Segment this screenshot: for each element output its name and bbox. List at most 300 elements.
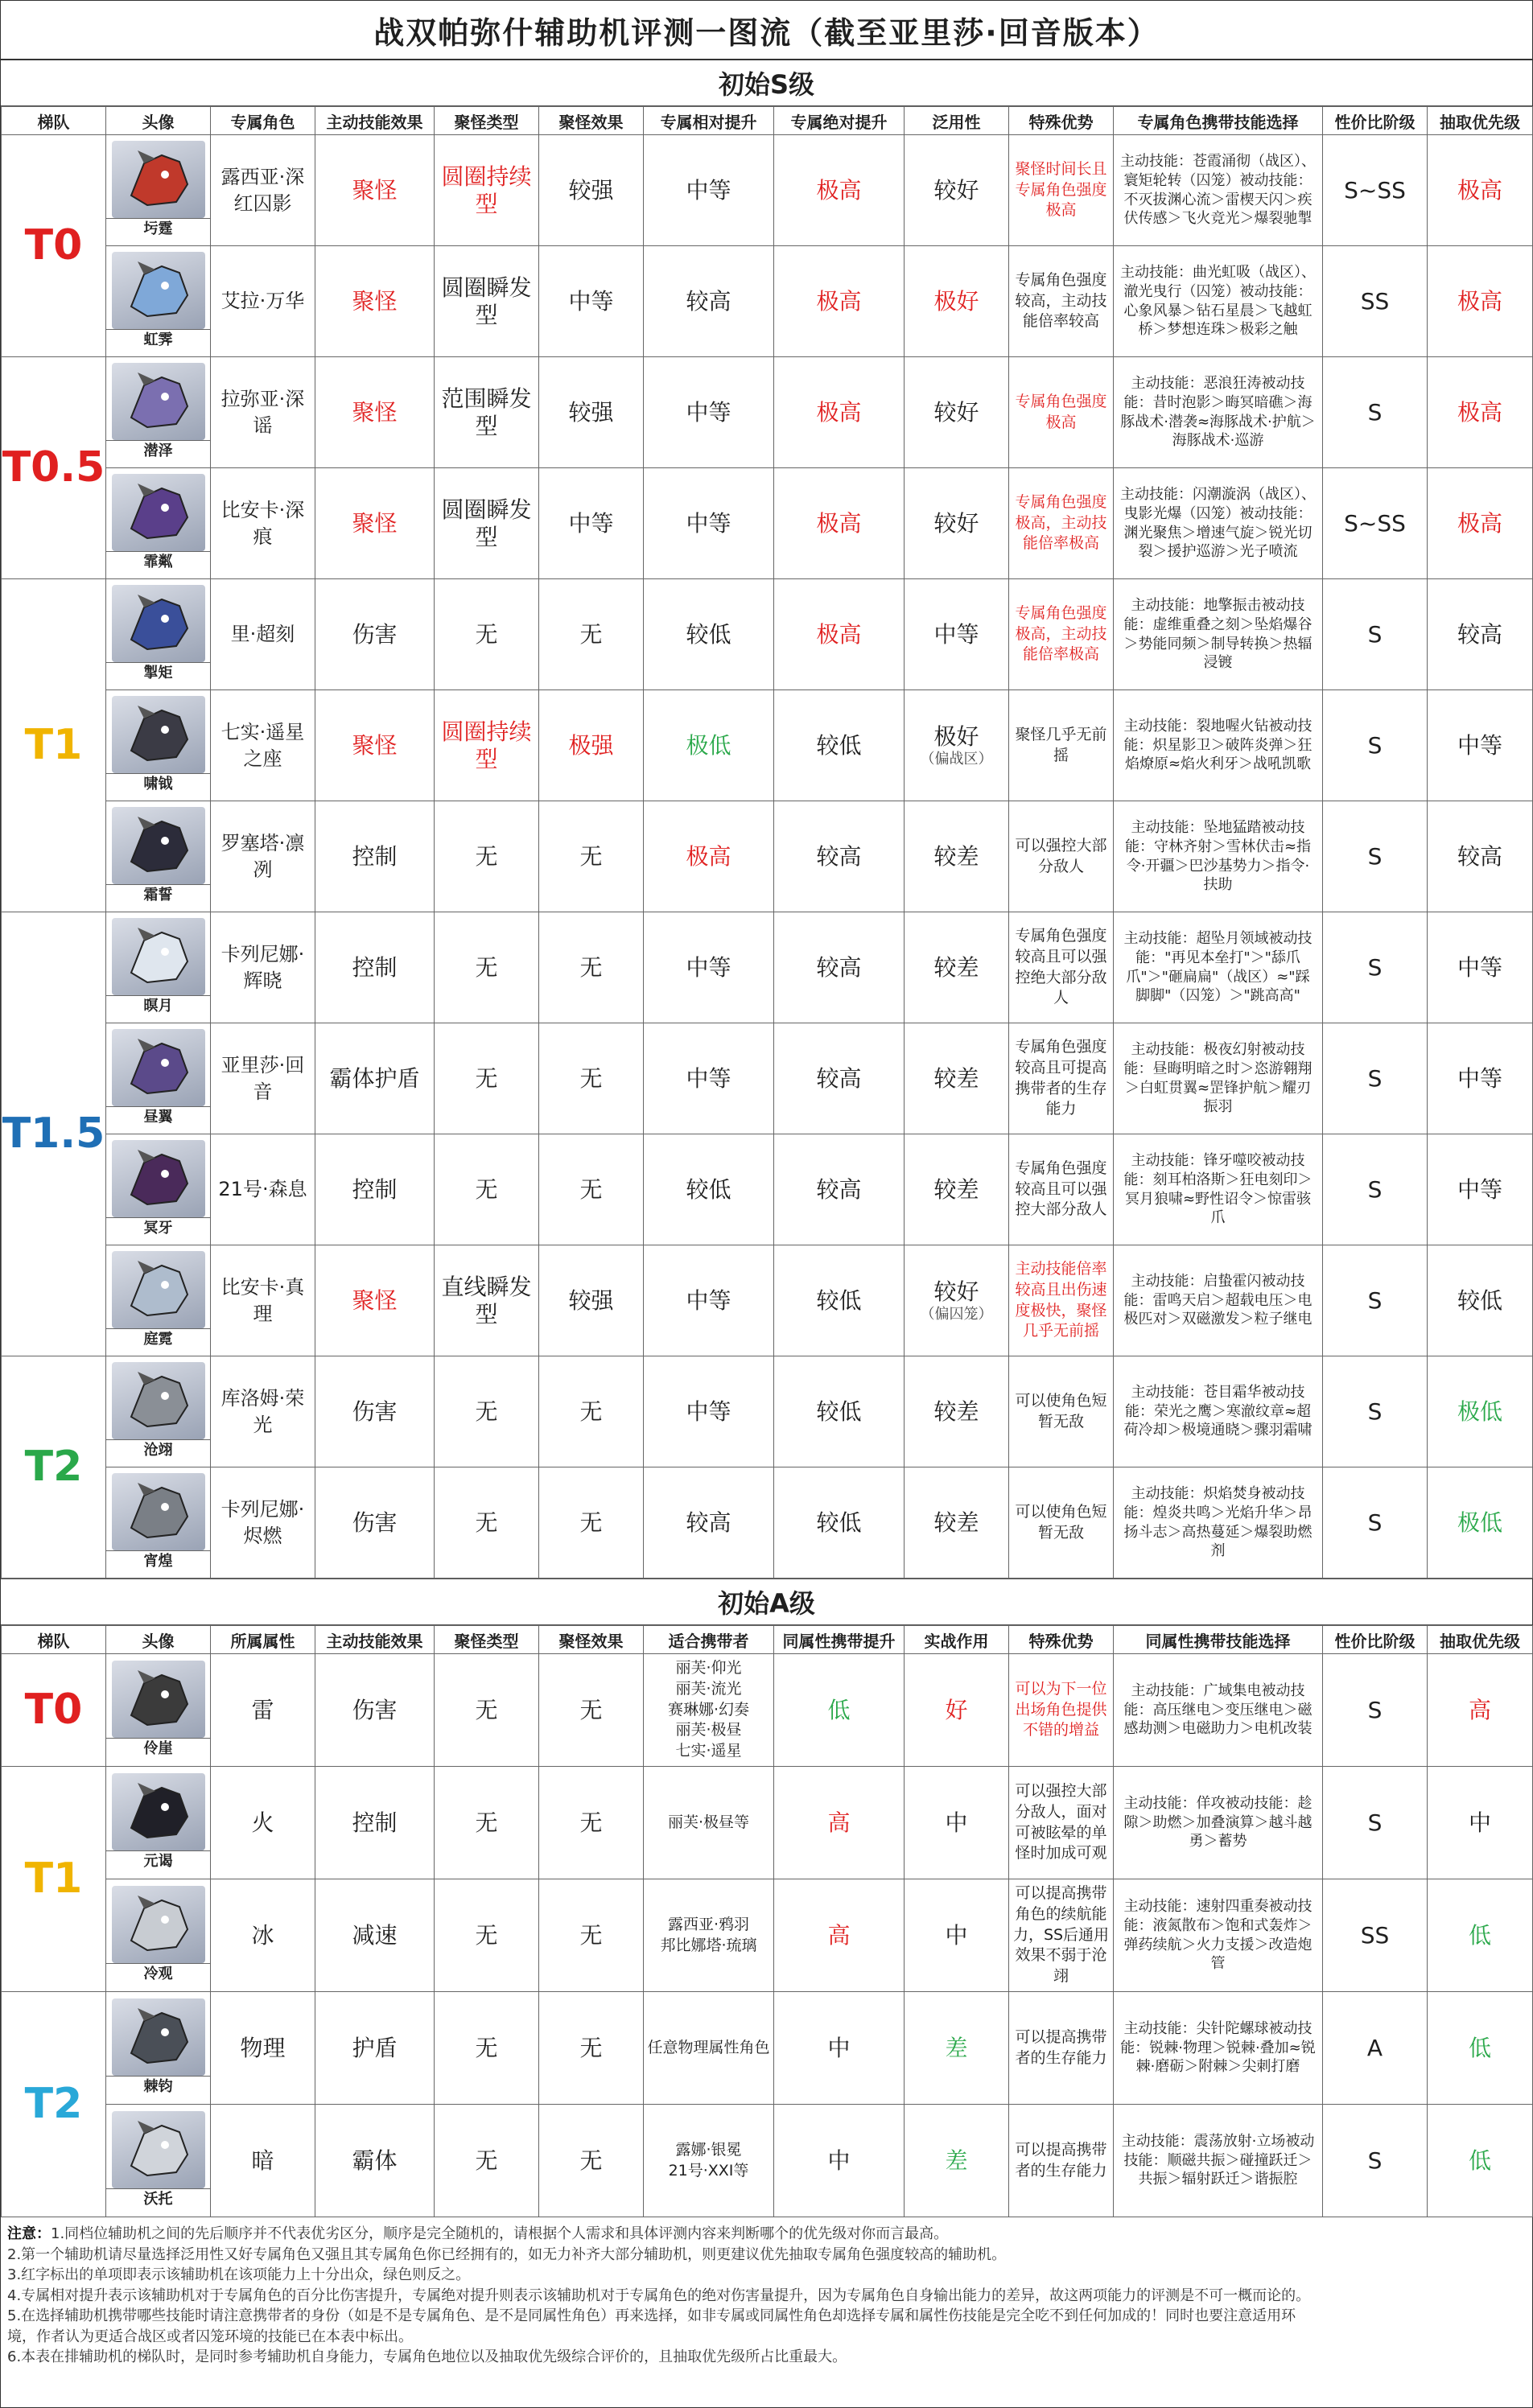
generality: 较差 xyxy=(905,1356,1009,1467)
avatar-picture xyxy=(112,1773,205,1850)
absolute-boost: 极高 xyxy=(774,468,905,579)
generality-note: （偏囚笼） xyxy=(920,1305,993,1323)
column-header: 聚怪效果 xyxy=(539,1626,644,1654)
note-line xyxy=(7,2286,1526,2307)
active-effect: 控制 xyxy=(315,801,435,912)
skill-selection: 主动技能：曲光虹吸（战区）、澈光曳行（囚笼）被动技能：心象风暴＞钻石星晨＞飞越虹桥＞梦想连珠＞极彩之触 xyxy=(1114,246,1323,357)
combat-use: 中 xyxy=(905,1879,1009,1992)
cost-tier: S xyxy=(1323,579,1428,690)
avatar-name: 霏粼 xyxy=(106,551,210,573)
cost-tier: S xyxy=(1323,1654,1428,1767)
cost-tier: S xyxy=(1323,801,1428,912)
avatar-cell xyxy=(106,1245,211,1356)
relative-boost: 较低 xyxy=(644,1134,774,1245)
role-name: 里·超刻 xyxy=(211,579,315,690)
table-row xyxy=(2,1992,1533,2105)
avatar xyxy=(106,474,210,573)
section-a-table xyxy=(1,1625,1533,2217)
column-header: 聚怪效果 xyxy=(539,107,644,135)
gather-effect: 极强 xyxy=(539,690,644,801)
absolute-boost: 极高 xyxy=(774,579,905,690)
avatar-picture xyxy=(112,2111,205,2188)
active-effect: 控制 xyxy=(315,1767,435,1879)
absolute-boost: 极高 xyxy=(774,246,905,357)
table-row xyxy=(2,1023,1533,1134)
special-advantage: 可以为下一位出场角色提供不错的增益 xyxy=(1009,1654,1114,1767)
avatar xyxy=(106,2111,210,2210)
combat-use: 差 xyxy=(905,2105,1009,2217)
skill-selection: 主动技能：闪潮漩涡（战区）、曳影光爆（囚笼）被动技能：渊光聚焦＞增速气旋＞锐光切裂＞援护巡游＞光子喷流 xyxy=(1114,468,1323,579)
same-attribute-boost: 高 xyxy=(774,1767,905,1879)
avatar xyxy=(106,807,210,906)
generality: 较好 xyxy=(905,357,1009,468)
draw-priority: 极低 xyxy=(1428,1467,1533,1579)
attribute: 冰 xyxy=(211,1879,315,1992)
gather-effect: 无 xyxy=(539,1767,644,1879)
note-text: 4.专属相对提升表示该辅助机对于专属角色的百分比伤害提升，专属绝对提升则表示该辅助机对于专属角色的绝对伤害量提升，因为专属角色自身输出能力的差异，故这两项能力的评测是不可一概而论的。 xyxy=(7,2287,1311,2304)
absolute-boost: 较高 xyxy=(774,912,905,1023)
same-attribute-boost: 中 xyxy=(774,2105,905,2217)
column-header: 聚怪类型 xyxy=(435,107,539,135)
avatar-cell xyxy=(106,1134,211,1245)
note-text: 1.同档位辅助机之间的先后顺序并不代表优劣区分，顺序是完全随机的，请根据个人需求和具体评测内容来判断哪个的优先级对你而言最高。 xyxy=(51,2225,949,2242)
draw-priority: 高 xyxy=(1428,1654,1533,1767)
table-row xyxy=(2,1879,1533,1992)
avatar-name: 暝月 xyxy=(106,995,210,1017)
avatar xyxy=(106,252,210,351)
draw-priority: 较高 xyxy=(1428,579,1533,690)
same-attribute-boost: 高 xyxy=(774,1879,905,1992)
note-line xyxy=(7,2306,1526,2327)
attribute: 物理 xyxy=(211,1992,315,2105)
mech-portrait-icon xyxy=(120,923,197,990)
special-advantage: 专属角色强度极高，主动技能倍率极高 xyxy=(1009,579,1114,690)
role-name: 罗塞塔·凛冽 xyxy=(211,801,315,912)
avatar-name: 元谒 xyxy=(106,1850,210,1872)
avatar xyxy=(106,585,210,684)
special-advantage: 可以强控大部分敌人，面对可被眩晕的单怪时加成可观 xyxy=(1009,1767,1114,1879)
avatar xyxy=(106,363,210,462)
notes xyxy=(1,2217,1532,2368)
draw-priority: 较高 xyxy=(1428,801,1533,912)
draw-priority: 中等 xyxy=(1428,1134,1533,1245)
tier-label: T2 xyxy=(2,1356,106,1579)
mech-portrait-icon xyxy=(120,2116,197,2184)
relative-boost: 中等 xyxy=(644,357,774,468)
generality: 极好 xyxy=(905,246,1009,357)
absolute-boost: 极高 xyxy=(774,357,905,468)
gather-effect: 无 xyxy=(539,1992,644,2105)
column-header: 实战作用 xyxy=(905,1626,1009,1654)
avatar-picture xyxy=(112,141,205,218)
gather-effect: 无 xyxy=(539,912,644,1023)
avatar xyxy=(106,1886,210,1985)
relative-boost: 中等 xyxy=(644,135,774,246)
mech-portrait-icon xyxy=(120,1256,197,1323)
column-header: 性价比阶级 xyxy=(1323,1626,1428,1654)
gather-type: 直线瞬发型 xyxy=(435,1245,539,1356)
gather-effect: 无 xyxy=(539,1879,644,1992)
skill-selection: 主动技能：超坠月领域被动技能："再见本垒打"＞"舔爪爪"＞"砸扁扁"（战区）≈"踩脚脚"（囚笼）＞"跳高高" xyxy=(1114,912,1323,1023)
avatar xyxy=(106,1362,210,1461)
skill-selection: 主动技能：苍目霜华被动技能：荣光之鹰＞寒澈纹章≈超荷冷却＞极境通晓＞骤羽霜啸 xyxy=(1114,1356,1323,1467)
column-header: 梯队 xyxy=(2,107,106,135)
mech-portrait-icon xyxy=(120,812,197,879)
avatar xyxy=(106,1473,210,1572)
cost-tier: S xyxy=(1323,2105,1428,2217)
role-name: 库洛姆·荣光 xyxy=(211,1356,315,1467)
note-label: 注意： xyxy=(7,2225,51,2242)
avatar-picture xyxy=(112,807,205,884)
draw-priority: 低 xyxy=(1428,1992,1533,2105)
draw-priority: 较低 xyxy=(1428,1245,1533,1356)
gather-effect: 中等 xyxy=(539,246,644,357)
role-name: 卡列尼娜·烬燃 xyxy=(211,1467,315,1579)
avatar-cell xyxy=(106,246,211,357)
column-header: 主动技能效果 xyxy=(315,1626,435,1654)
table-row xyxy=(2,1356,1533,1467)
active-effect: 霸体护盾 xyxy=(315,1023,435,1134)
avatar-cell xyxy=(106,579,211,690)
draw-priority: 低 xyxy=(1428,1879,1533,1992)
generality: 较差 xyxy=(905,1134,1009,1245)
avatar-name: 昼翼 xyxy=(106,1106,210,1128)
draw-priority: 低 xyxy=(1428,2105,1533,2217)
absolute-boost: 较低 xyxy=(774,1467,905,1579)
avatar-cell xyxy=(106,357,211,468)
generality: 较差 xyxy=(905,801,1009,912)
cost-tier: S xyxy=(1323,1245,1428,1356)
avatar-picture xyxy=(112,1661,205,1738)
gather-effect: 较强 xyxy=(539,357,644,468)
gather-type: 无 xyxy=(435,1023,539,1134)
avatar-cell xyxy=(106,1654,211,1767)
mech-portrait-icon xyxy=(120,479,197,546)
role-name: 艾拉·万华 xyxy=(211,246,315,357)
special-advantage: 聚怪几乎无前摇 xyxy=(1009,690,1114,801)
table-row xyxy=(2,468,1533,579)
avatar-picture xyxy=(112,696,205,773)
special-advantage: 专属角色强度较高且可以强控大部分敌人 xyxy=(1009,1134,1114,1245)
mech-portrait-icon xyxy=(120,368,197,435)
absolute-boost: 较低 xyxy=(774,1356,905,1467)
cost-tier: S xyxy=(1323,1467,1428,1579)
avatar-name: 掣矩 xyxy=(106,662,210,684)
gather-effect: 无 xyxy=(539,1134,644,1245)
table-row xyxy=(2,1767,1533,1879)
mech-portrait-icon xyxy=(120,1367,197,1435)
note-text: 境，作者认为更适合战区或者囚笼环境的技能已在本表中标出。 xyxy=(7,2328,413,2345)
avatar-name: 虹霁 xyxy=(106,329,210,351)
special-advantage: 可以提高携带角色的续航能力，SS后通用效果不弱于沧翊 xyxy=(1009,1879,1114,1992)
mech-portrait-icon xyxy=(120,590,197,657)
role-name: 拉弥亚·深谣 xyxy=(211,357,315,468)
tier-label: T1 xyxy=(2,1767,106,1992)
absolute-boost: 较低 xyxy=(774,1245,905,1356)
avatar-picture xyxy=(112,918,205,995)
column-header: 泛用性 xyxy=(905,107,1009,135)
draw-priority: 极高 xyxy=(1428,135,1533,246)
avatar xyxy=(106,1661,210,1760)
active-effect: 减速 xyxy=(315,1879,435,1992)
cost-tier: A xyxy=(1323,1992,1428,2105)
gather-effect: 较强 xyxy=(539,135,644,246)
role-name: 亚里莎·回音 xyxy=(211,1023,315,1134)
table-row xyxy=(2,357,1533,468)
column-header: 梯队 xyxy=(2,1626,106,1654)
special-advantage: 专属角色强度极高，主动技能倍率极高 xyxy=(1009,468,1114,579)
mech-portrait-icon xyxy=(120,1478,197,1546)
relative-boost: 较低 xyxy=(644,579,774,690)
skill-selection: 主动技能：广域集电被动技能：高压继电＞变压继电＞磁感劫测＞电磁助力＞电机改装 xyxy=(1114,1654,1323,1767)
role-name: 比安卡·真理 xyxy=(211,1245,315,1356)
active-effect: 伤害 xyxy=(315,579,435,690)
absolute-boost: 较低 xyxy=(774,690,905,801)
active-effect: 护盾 xyxy=(315,1992,435,2105)
gather-effect: 无 xyxy=(539,1356,644,1467)
skill-selection: 主动技能：裂地喔火钻被动技能：炽星影卫＞破阵炎弹＞狂焰燎原≈焰火利牙＞战吼凯歌 xyxy=(1114,690,1323,801)
cost-tier: SS xyxy=(1323,1879,1428,1992)
gather-type: 无 xyxy=(435,1467,539,1579)
mech-portrait-icon xyxy=(120,1665,197,1733)
special-advantage: 可以提高携带者的生存能力 xyxy=(1009,2105,1114,2217)
tier-label: T1 xyxy=(2,579,106,912)
avatar-picture xyxy=(112,252,205,329)
active-effect: 聚怪 xyxy=(315,1245,435,1356)
section-s-title: 初始S级 xyxy=(1,60,1532,106)
suitable-carrier: 露娜·银冕 21号·XXI等 xyxy=(644,2105,774,2217)
column-header: 同属性携带提升 xyxy=(774,1626,905,1654)
avatar-cell xyxy=(106,690,211,801)
absolute-boost: 极高 xyxy=(774,135,905,246)
active-effect: 伤害 xyxy=(315,1356,435,1467)
skill-selection: 主动技能：地擎振击被动技能：虚维重叠之刻＞坠焰爆谷＞势能同频＞制导转换＞热辐浸镀 xyxy=(1114,579,1323,690)
active-effect: 控制 xyxy=(315,1134,435,1245)
tier-label: T0.5 xyxy=(2,357,106,579)
active-effect: 聚怪 xyxy=(315,690,435,801)
column-header: 聚怪类型 xyxy=(435,1626,539,1654)
avatar-cell xyxy=(106,1767,211,1879)
table-row xyxy=(2,2105,1533,2217)
absolute-boost: 较高 xyxy=(774,1134,905,1245)
draw-priority: 极高 xyxy=(1428,246,1533,357)
relative-boost: 极高 xyxy=(644,801,774,912)
avatar-picture xyxy=(112,1886,205,1963)
gather-effect: 无 xyxy=(539,579,644,690)
gather-effect: 无 xyxy=(539,1654,644,1767)
mech-portrait-icon xyxy=(120,701,197,768)
generality: 较差 xyxy=(905,1467,1009,1579)
role-name: 卡列尼娜·辉晓 xyxy=(211,912,315,1023)
cost-tier: S xyxy=(1323,1356,1428,1467)
gather-type: 无 xyxy=(435,1992,539,2105)
attribute: 雷 xyxy=(211,1654,315,1767)
gather-type: 无 xyxy=(435,1879,539,1992)
column-header: 专属绝对提升 xyxy=(774,107,905,135)
avatar-name: 棘钧 xyxy=(106,2076,210,2097)
mech-portrait-icon xyxy=(120,1145,197,1212)
avatar-name: 沃托 xyxy=(106,2188,210,2210)
avatar-cell xyxy=(106,801,211,912)
active-effect: 控制 xyxy=(315,912,435,1023)
role-name: 21号·森息 xyxy=(211,1134,315,1245)
gather-type: 无 xyxy=(435,579,539,690)
mech-portrait-icon xyxy=(120,146,197,213)
column-header: 特殊优势 xyxy=(1009,1626,1114,1654)
generality: 较差 xyxy=(905,1023,1009,1134)
role-name: 比安卡·深痕 xyxy=(211,468,315,579)
avatar-picture xyxy=(112,1140,205,1217)
column-header: 专属角色携带技能选择 xyxy=(1114,107,1323,135)
generality: 较好 xyxy=(905,135,1009,246)
table-row xyxy=(2,912,1533,1023)
draw-priority: 中等 xyxy=(1428,912,1533,1023)
special-advantage: 可以强控大部分敌人 xyxy=(1009,801,1114,912)
active-effect: 聚怪 xyxy=(315,246,435,357)
section-s-table xyxy=(1,106,1533,1579)
avatar-name: 伶崖 xyxy=(106,1738,210,1760)
absolute-boost: 较高 xyxy=(774,801,905,912)
avatar-cell xyxy=(106,1879,211,1992)
special-advantage: 专属角色强度极高 xyxy=(1009,357,1114,468)
avatar-name: 霜誓 xyxy=(106,884,210,906)
special-advantage: 可以使角色短暂无敌 xyxy=(1009,1356,1114,1467)
skill-selection: 主动技能：速射四重奏被动技能：液氮散布＞饱和式轰炸＞弹药续航＞火力支援＞改造炮管 xyxy=(1114,1879,1323,1992)
suitable-carrier: 露西亚·鸦羽 邦比娜塔·琉璃 xyxy=(644,1879,774,1992)
avatar-name: 庭霓 xyxy=(106,1328,210,1350)
avatar-picture xyxy=(112,1473,205,1550)
relative-boost: 较高 xyxy=(644,246,774,357)
section-a-header-row xyxy=(2,1626,1533,1654)
special-advantage: 专属角色强度较高且可以强控绝大部分敌人 xyxy=(1009,912,1114,1023)
column-header: 性价比阶级 xyxy=(1323,107,1428,135)
same-attribute-boost: 中 xyxy=(774,1992,905,2105)
avatar-picture xyxy=(112,585,205,662)
avatar-cell xyxy=(106,1992,211,2105)
active-effect: 聚怪 xyxy=(315,468,435,579)
attribute: 火 xyxy=(211,1767,315,1879)
avatar xyxy=(106,1251,210,1350)
avatar-name: 沧翊 xyxy=(106,1439,210,1461)
column-header: 适合携带者 xyxy=(644,1626,774,1654)
special-advantage: 可以提高携带者的生存能力 xyxy=(1009,1992,1114,2105)
table-row xyxy=(2,801,1533,912)
active-effect: 霸体 xyxy=(315,2105,435,2217)
gather-type: 无 xyxy=(435,2105,539,2217)
gather-effect: 无 xyxy=(539,1467,644,1579)
note-line xyxy=(7,2245,1526,2266)
avatar-cell xyxy=(106,1467,211,1579)
relative-boost: 中等 xyxy=(644,468,774,579)
suitable-carrier: 丽芙·极昼等 xyxy=(644,1767,774,1879)
generality: 较差 xyxy=(905,912,1009,1023)
generality: 极好 （偏战区） xyxy=(905,690,1009,801)
avatar xyxy=(106,1998,210,2097)
draw-priority: 极低 xyxy=(1428,1356,1533,1467)
column-header: 所属属性 xyxy=(211,1626,315,1654)
gather-type: 无 xyxy=(435,912,539,1023)
gather-type: 无 xyxy=(435,801,539,912)
relative-boost: 中等 xyxy=(644,1245,774,1356)
avatar-cell xyxy=(106,1356,211,1467)
skill-selection: 主动技能：锋牙噬咬被动技能：刻耳柏洛斯＞狂电刻印＞冥月狼啸≈野性诏令＞惊雷骇爪 xyxy=(1114,1134,1323,1245)
suitable-carrier: 丽芙·仰光 丽芙·流光 赛琳娜·幻奏 丽芙·极昼 七实·遥星 xyxy=(644,1654,774,1767)
column-header: 抽取优先级 xyxy=(1428,107,1533,135)
skill-selection: 主动技能：启蛰霍闪被动技能：雷鸣天启＞超载电压＞电极匹对＞双磁激发＞粒子继电 xyxy=(1114,1245,1323,1356)
table-row xyxy=(2,246,1533,357)
cost-tier: S~SS xyxy=(1323,468,1428,579)
draw-priority: 极高 xyxy=(1428,468,1533,579)
same-attribute-boost: 低 xyxy=(774,1654,905,1767)
skill-selection: 主动技能：佯攻被动技能：趁隙＞助燃＞加叠演算＞越斗越勇＞蓄势 xyxy=(1114,1767,1323,1879)
gather-type: 无 xyxy=(435,1654,539,1767)
mech-portrait-icon xyxy=(120,2003,197,2071)
note-line xyxy=(7,2347,1526,2368)
avatar-picture xyxy=(112,474,205,551)
tier-label: T2 xyxy=(2,1992,106,2217)
table-row xyxy=(2,135,1533,246)
tier-label: T0 xyxy=(2,1654,106,1767)
gather-effect: 中等 xyxy=(539,468,644,579)
cost-tier: S xyxy=(1323,1023,1428,1134)
role-name: 露西亚·深红囚影 xyxy=(211,135,315,246)
draw-priority: 极高 xyxy=(1428,357,1533,468)
avatar xyxy=(106,918,210,1017)
avatar-cell xyxy=(106,912,211,1023)
cost-tier: S xyxy=(1323,357,1428,468)
mech-portrait-icon xyxy=(120,257,197,324)
avatar xyxy=(106,696,210,795)
avatar-name: 圬霆 xyxy=(106,218,210,240)
table-row xyxy=(2,1654,1533,1767)
avatar-picture xyxy=(112,363,205,440)
special-advantage: 专属角色强度较高且可提高携带者的生存能力 xyxy=(1009,1023,1114,1134)
gather-type: 范围瞬发型 xyxy=(435,357,539,468)
gather-type: 无 xyxy=(435,1767,539,1879)
cost-tier: S xyxy=(1323,1767,1428,1879)
combat-use: 差 xyxy=(905,1992,1009,2105)
mech-portrait-icon xyxy=(120,1891,197,1958)
absolute-boost: 较高 xyxy=(774,1023,905,1134)
gather-type: 无 xyxy=(435,1356,539,1467)
relative-boost: 中等 xyxy=(644,1356,774,1467)
cost-tier: S~SS xyxy=(1323,135,1428,246)
avatar-name: 宵煌 xyxy=(106,1550,210,1572)
section-a-title: 初始A级 xyxy=(1,1579,1532,1625)
draw-priority: 中 xyxy=(1428,1767,1533,1879)
column-header: 主动技能效果 xyxy=(315,107,435,135)
relative-boost: 中等 xyxy=(644,1023,774,1134)
draw-priority: 中等 xyxy=(1428,1023,1533,1134)
combat-use: 好 xyxy=(905,1654,1009,1767)
gather-type: 无 xyxy=(435,1134,539,1245)
mech-portrait-icon xyxy=(120,1034,197,1101)
avatar-name: 冥牙 xyxy=(106,1217,210,1239)
skill-selection: 主动技能：坠地猛踏被动技能：守林齐射＞雪林伏击≈指令·开疆＞巴沙基势力＞指令·扶助 xyxy=(1114,801,1323,912)
generality: 中等 xyxy=(905,579,1009,690)
column-header: 抽取优先级 xyxy=(1428,1626,1533,1654)
special-advantage: 聚怪时间长且专属角色强度极高 xyxy=(1009,135,1114,246)
special-advantage: 可以使角色短暂无敌 xyxy=(1009,1467,1114,1579)
avatar xyxy=(106,141,210,240)
gather-type: 圆圈瞬发型 xyxy=(435,246,539,357)
gather-type: 圆圈瞬发型 xyxy=(435,468,539,579)
cost-tier: S xyxy=(1323,690,1428,801)
avatar-name: 冷观 xyxy=(106,1963,210,1985)
skill-selection: 主动技能：极夜幻射被动技能：昼晦明暗之时＞恣游翱翔＞白虹贯翼≈罡锋护航＞耀刃振羽 xyxy=(1114,1023,1323,1134)
avatar-cell xyxy=(106,1023,211,1134)
note-text: 2.第一个辅助机请尽量选择泛用性又好专属角色又强且其专属角色你已经拥有的，如无力补齐大部分辅助机，则更建议优先抽取专属角色强度较高的辅助机。 xyxy=(7,2245,1007,2263)
